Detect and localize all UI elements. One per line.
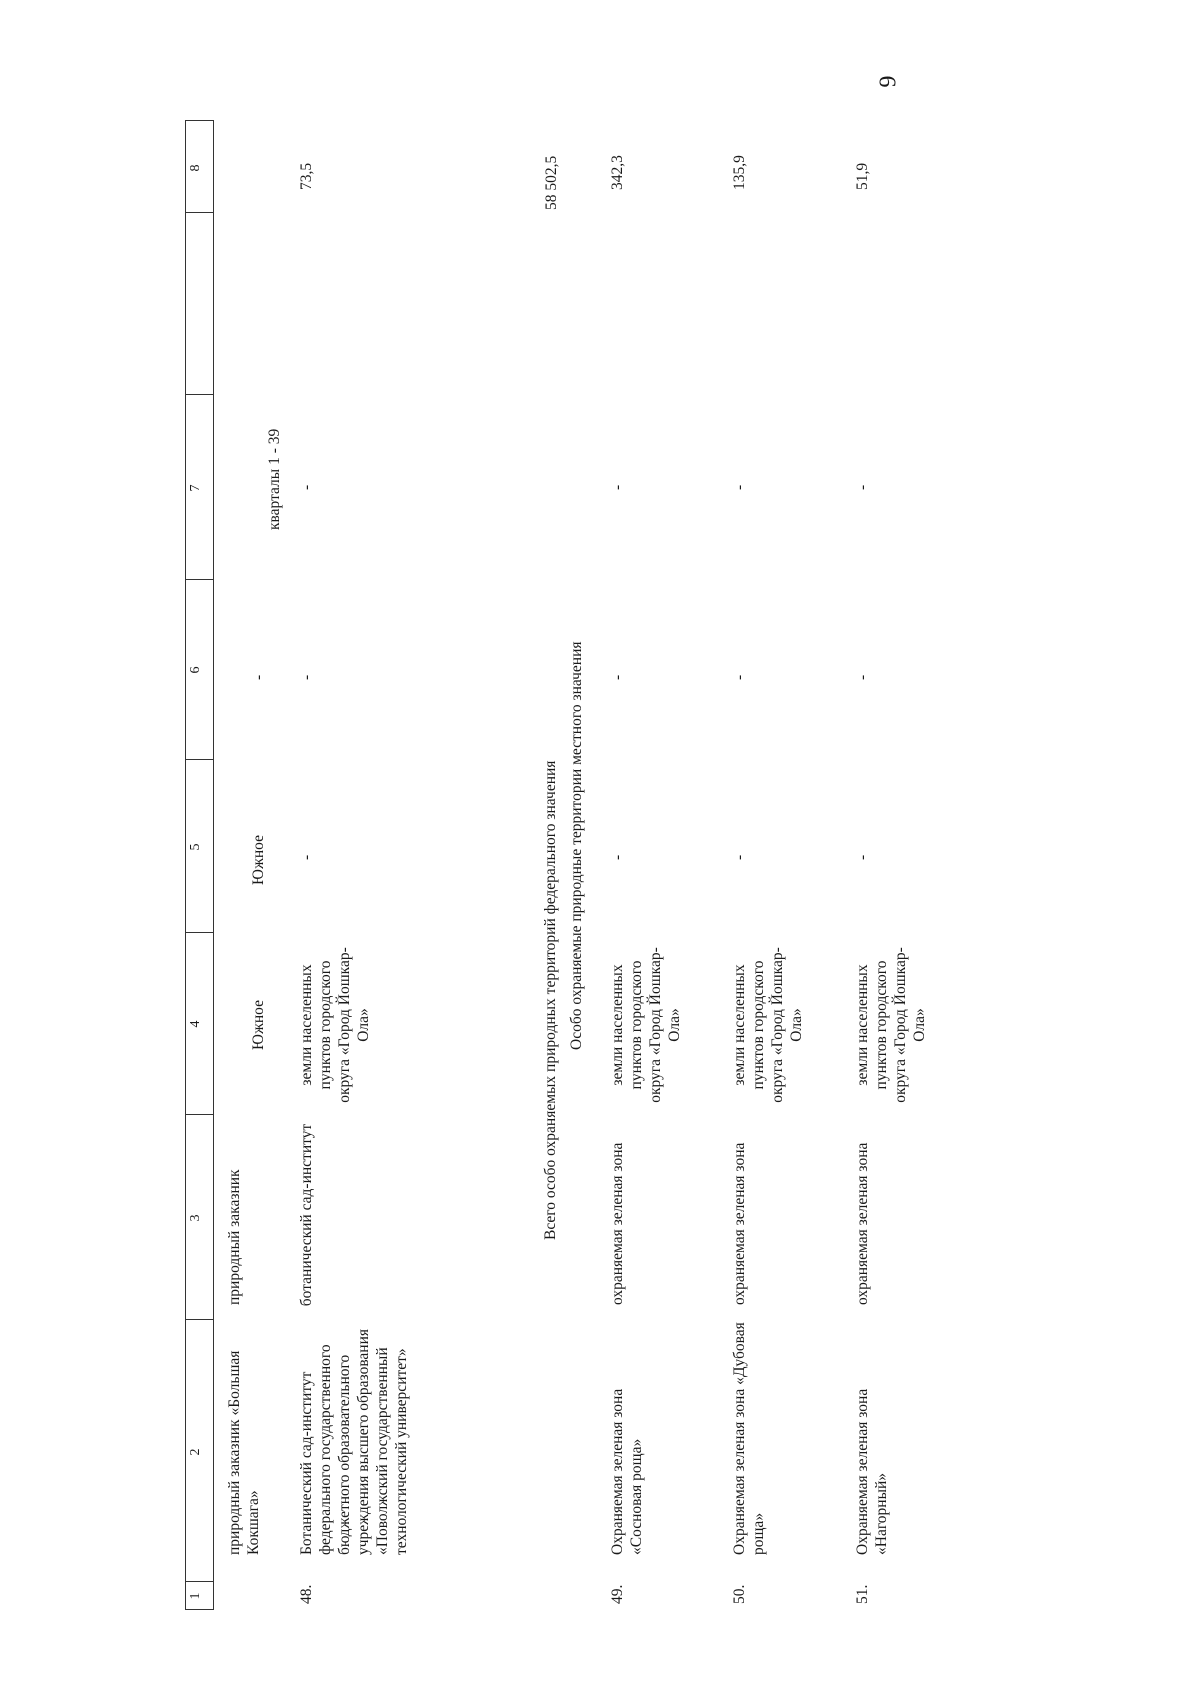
column-number-8: 8 — [188, 164, 203, 172]
col-sep-2 — [185, 1319, 213, 1320]
col-sep-8 — [185, 212, 213, 213]
local-section-title: Особо охраняемые природные территории местного значения — [568, 641, 585, 1050]
row-51-area: 51,9 — [854, 162, 871, 190]
col-sep-6 — [185, 579, 213, 580]
row-51-category: охраняемая зеленая зона — [854, 1142, 871, 1305]
column-number-7: 7 — [188, 484, 203, 492]
row-51-col6: - — [854, 674, 871, 680]
header-bottom-line — [213, 120, 214, 1610]
row-48-number: 48. — [298, 1584, 315, 1604]
row-50-lands: земли населенных пунктов городского округа «Город Йошкар-Ола» — [731, 947, 805, 1103]
col-sep-9 — [185, 120, 213, 121]
col-sep-1 — [185, 1581, 213, 1582]
row-51-name: Охраняемая зеленая зона «Нагорный» — [854, 1388, 890, 1555]
row-49-area: 342,3 — [609, 155, 626, 190]
row-49-col6: - — [609, 674, 626, 680]
col-sep-4 — [185, 932, 213, 933]
row-48-col6: - — [298, 674, 315, 680]
col-sep-5 — [185, 759, 213, 760]
column-number-4: 4 — [188, 1020, 203, 1028]
row-50-area: 135,9 — [731, 155, 748, 190]
col-sep-7 — [185, 394, 213, 395]
row-48-name: Ботанический сад-институт федерального государственного бюджетного образовательного учреждения высшего образования «Поволжский государственный технологический университет» — [298, 1328, 410, 1555]
federal-total-area: 58 502,5 — [543, 155, 560, 210]
row-50-col5: - — [731, 854, 748, 860]
column-number-1: 1 — [188, 1592, 203, 1600]
column-number-3: 3 — [188, 1214, 203, 1222]
header-row-name: природный заказник «Большая Кокшага» — [226, 1350, 262, 1555]
row-50-name: Охраняемая зеленая зона «Дубовая роща» — [731, 1322, 767, 1555]
protected-areas-table — [185, 120, 995, 1610]
row-48-col5: - — [298, 854, 315, 860]
rotated-table-sheet — [185, 120, 995, 1610]
row-49-col7: - — [609, 484, 626, 490]
col-sep-0 — [185, 1609, 213, 1610]
federal-total-title: Всего особо охраняемых природных территорий федерального значения — [542, 760, 559, 1240]
header-row-quarters: кварталы 1 - 39 — [266, 428, 283, 530]
row-50-number: 50. — [731, 1584, 748, 1604]
row-48-col7: - — [298, 484, 315, 490]
row-48-area: 73,5 — [298, 162, 315, 190]
column-number-2: 2 — [188, 1448, 203, 1456]
row-50-col7: - — [731, 484, 748, 490]
row-49-number: 49. — [609, 1584, 626, 1604]
row-51-number: 51. — [854, 1584, 871, 1604]
page-number: 6 — [873, 75, 900, 88]
column-number-5: 5 — [188, 843, 203, 851]
row-51-lands: земли населенных пунктов городского округа «Город Йошкар-Ола» — [854, 947, 928, 1103]
row-51-col7: - — [854, 484, 871, 490]
row-48-category: ботанический сад-институт — [298, 1123, 315, 1307]
row-50-col6: - — [731, 674, 748, 680]
header-row-col6: - — [250, 674, 267, 680]
header-top-line — [185, 120, 186, 1610]
row-49-category: охраняемая зеленая зона — [609, 1142, 626, 1305]
row-48-lands: земли населенных пунктов городского округа «Город Йошкар-Ола» — [298, 947, 372, 1103]
col-sep-3 — [185, 1114, 213, 1115]
row-51-col5: - — [854, 854, 871, 860]
column-number-6: 6 — [188, 666, 203, 674]
header-row-district: Южное — [250, 835, 267, 885]
row-50-category: охраняемая зеленая зона — [731, 1142, 748, 1305]
row-49-lands: земли населенных пунктов городского округа «Город Йошкар-Ола» — [609, 947, 683, 1103]
header-row-category: природный заказник — [226, 1169, 243, 1305]
row-49-name: Охраняемая зеленая зона «Сосновая роща» — [609, 1388, 645, 1555]
header-row-lands: Южное — [250, 1000, 267, 1050]
row-49-col5: - — [609, 854, 626, 860]
